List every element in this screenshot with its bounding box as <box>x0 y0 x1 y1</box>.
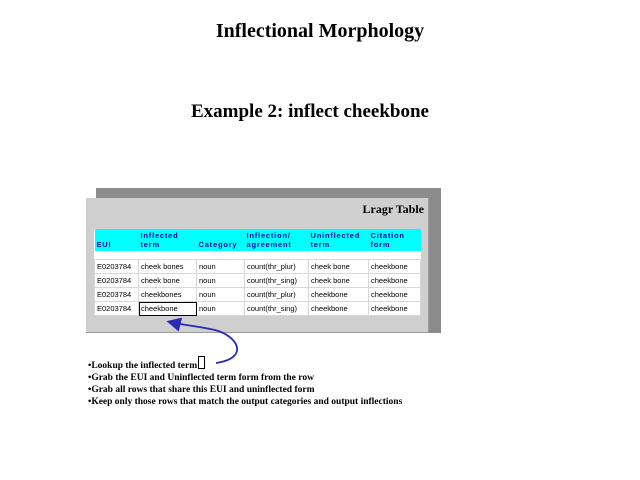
header-inflection-agreement: Inflection/ agreement <box>245 229 309 251</box>
cell-eui: E0203784 <box>95 302 139 316</box>
lragr-table <box>94 229 421 316</box>
header-category: Category <box>197 229 245 251</box>
text-cursor-icon <box>198 356 205 369</box>
table-caption: Lragr Table <box>362 202 424 216</box>
panel-3d-side <box>427 188 441 333</box>
cell-inflected-term: cheek bone <box>139 274 197 288</box>
instruction-bullets <box>88 356 402 408</box>
table-row <box>95 260 421 274</box>
header-citation-form: Citation form <box>369 229 421 251</box>
bullet-item: •Lookup the inflected term <box>88 356 402 372</box>
slide-subtitle: Example 2: inflect cheekbone <box>190 101 429 122</box>
cell-citation-form: cheekbone <box>369 288 421 302</box>
bullet-item: •Keep only those rows that match the output categories and output inflections <box>88 397 403 407</box>
cell-category: noun <box>197 288 245 302</box>
cell-uninflected-term: cheekbone <box>309 288 369 302</box>
cell-inflection: count(thr_plur) <box>245 260 309 274</box>
header-inflected-term: Inflected term <box>139 229 197 251</box>
table-header-row <box>95 229 421 251</box>
cell-eui: E0203784 <box>95 274 139 288</box>
cell-inflected-term: cheekbones <box>139 288 197 302</box>
table-spacer-row <box>95 251 421 260</box>
cell-inflection: count(thr_sing) <box>245 302 309 316</box>
cell-eui: E0203784 <box>95 260 139 274</box>
cell-inflected-term: cheek bones <box>139 260 197 274</box>
lragr-table-panel <box>86 198 429 333</box>
cell-citation-form: cheekbone <box>369 302 421 316</box>
bullet-item: •Grab all rows that share this EUI and uninflected form <box>88 385 315 395</box>
cell-uninflected-term: cheek bone <box>309 274 369 288</box>
header-eui: EUI <box>95 229 139 251</box>
cell-citation-form: cheekbone <box>369 260 421 274</box>
cell-eui: E0203784 <box>95 288 139 302</box>
cell-uninflected-term: cheekbone <box>309 302 369 316</box>
header-uninflected-term: Uninflected term <box>309 229 369 251</box>
cell-citation-form: cheekbone <box>369 274 421 288</box>
table-row <box>95 288 421 302</box>
cell-inflection: count(thr_plur) <box>245 288 309 302</box>
cell-category: noun <box>197 274 245 288</box>
panel-3d-top <box>96 188 440 198</box>
cell-category: noun <box>197 260 245 274</box>
slide-title: Inflectional Morphology <box>215 20 425 42</box>
table-row <box>95 302 421 316</box>
cell-inflected-term-highlighted: cheekbone <box>139 302 197 316</box>
cell-uninflected-term: cheek bone <box>309 260 369 274</box>
cell-category: noun <box>197 302 245 316</box>
bullet-item: •Grab the EUI and Uninflected term form from the row <box>88 373 314 383</box>
table-row <box>95 274 421 288</box>
cell-inflection: count(thr_sing) <box>245 274 309 288</box>
